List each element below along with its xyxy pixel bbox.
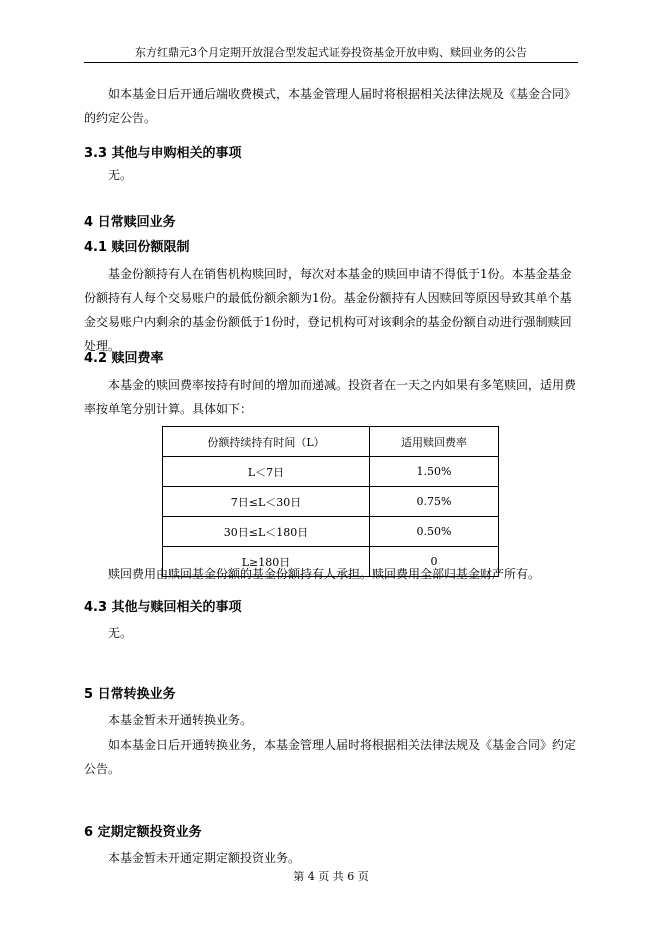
section-6-heading: 6 定期定额投资业务 xyxy=(84,825,202,840)
page-header-title: 东方红鼎元3个月定期开放混合型发起式证券投资基金开放申购、赎回业务的公告 xyxy=(135,46,527,59)
fee-rate-cell: 0 xyxy=(370,547,499,577)
section-3-3-heading: 3.3 其他与申购相关的事项 xyxy=(84,146,242,161)
section-4-2-heading: 4.2 赎回费率 xyxy=(84,351,164,366)
holding-period-cell: 7日≤L＜30日 xyxy=(163,487,370,517)
header-divider xyxy=(84,62,578,63)
page-number-footer: 第 4 页 共 6 页 xyxy=(293,870,369,883)
holding-period-cell: L＜7日 xyxy=(163,457,370,487)
section-4-2-note: 赎回费用由赎回基金份额的基金份额持有人承担。赎回费用全部归基金财产所有。 xyxy=(108,567,541,581)
intro-paragraph: 如本基金日后开通后端收费模式，本基金管理人届时将根据相关法律法规及《基金合同》的约定公告。 xyxy=(84,87,577,125)
section-4-1-heading: 4.1 赎回份额限制 xyxy=(84,240,190,255)
redemption-fee-table xyxy=(162,426,499,577)
table-row xyxy=(163,487,499,517)
holding-period-cell: L≥180日 xyxy=(163,547,370,577)
section-4-1-body: 基金份额持有人在销售机构赎回时，每次对本基金的赎回申请不得低于1份。本基金基金份额持有人每个交易账户的最低份额余额为1份。基金份额持有人因赎回等原因导致其单个基金交易账户内剩余的基金份额低于1份时，登记机构可对该剩余的基金份额自动进行强制赎回处理。 xyxy=(84,267,572,353)
section-3-3-body: 无。 xyxy=(108,168,133,182)
fee-rate-cell: 0.75% xyxy=(370,487,499,517)
table-header-row xyxy=(163,427,499,457)
table-row xyxy=(163,457,499,487)
section-5-body-2: 如本基金日后开通转换业务，本基金管理人届时将根据相关法律法规及《基金合同》约定公告。 xyxy=(84,738,577,776)
section-6-body: 本基金暂未开通定期定额投资业务。 xyxy=(108,851,301,865)
section-4-2-body: 本基金的赎回费率按持有时间的增加而递减。投资者在一天之内如果有多笔赎回，适用费率按单笔分别计算。具体如下： xyxy=(84,378,577,416)
section-5-heading: 5 日常转换业务 xyxy=(84,687,176,702)
table-row xyxy=(163,517,499,547)
section-4-heading: 4 日常赎回业务 xyxy=(84,215,176,230)
section-4-3-body: 无。 xyxy=(108,626,133,640)
section-5-body-1: 本基金暂未开通转换业务。 xyxy=(108,713,253,727)
holding-period-cell: 30日≤L＜180日 xyxy=(163,517,370,547)
fee-rate-cell: 0.50% xyxy=(370,517,499,547)
table-header-cell: 适用赎回费率 xyxy=(370,427,499,457)
table-header-cell: 份额持续持有时间（L） xyxy=(163,427,370,457)
fee-rate-cell: 1.50% xyxy=(370,457,499,487)
section-4-3-heading: 4.3 其他与赎回相关的事项 xyxy=(84,600,242,615)
